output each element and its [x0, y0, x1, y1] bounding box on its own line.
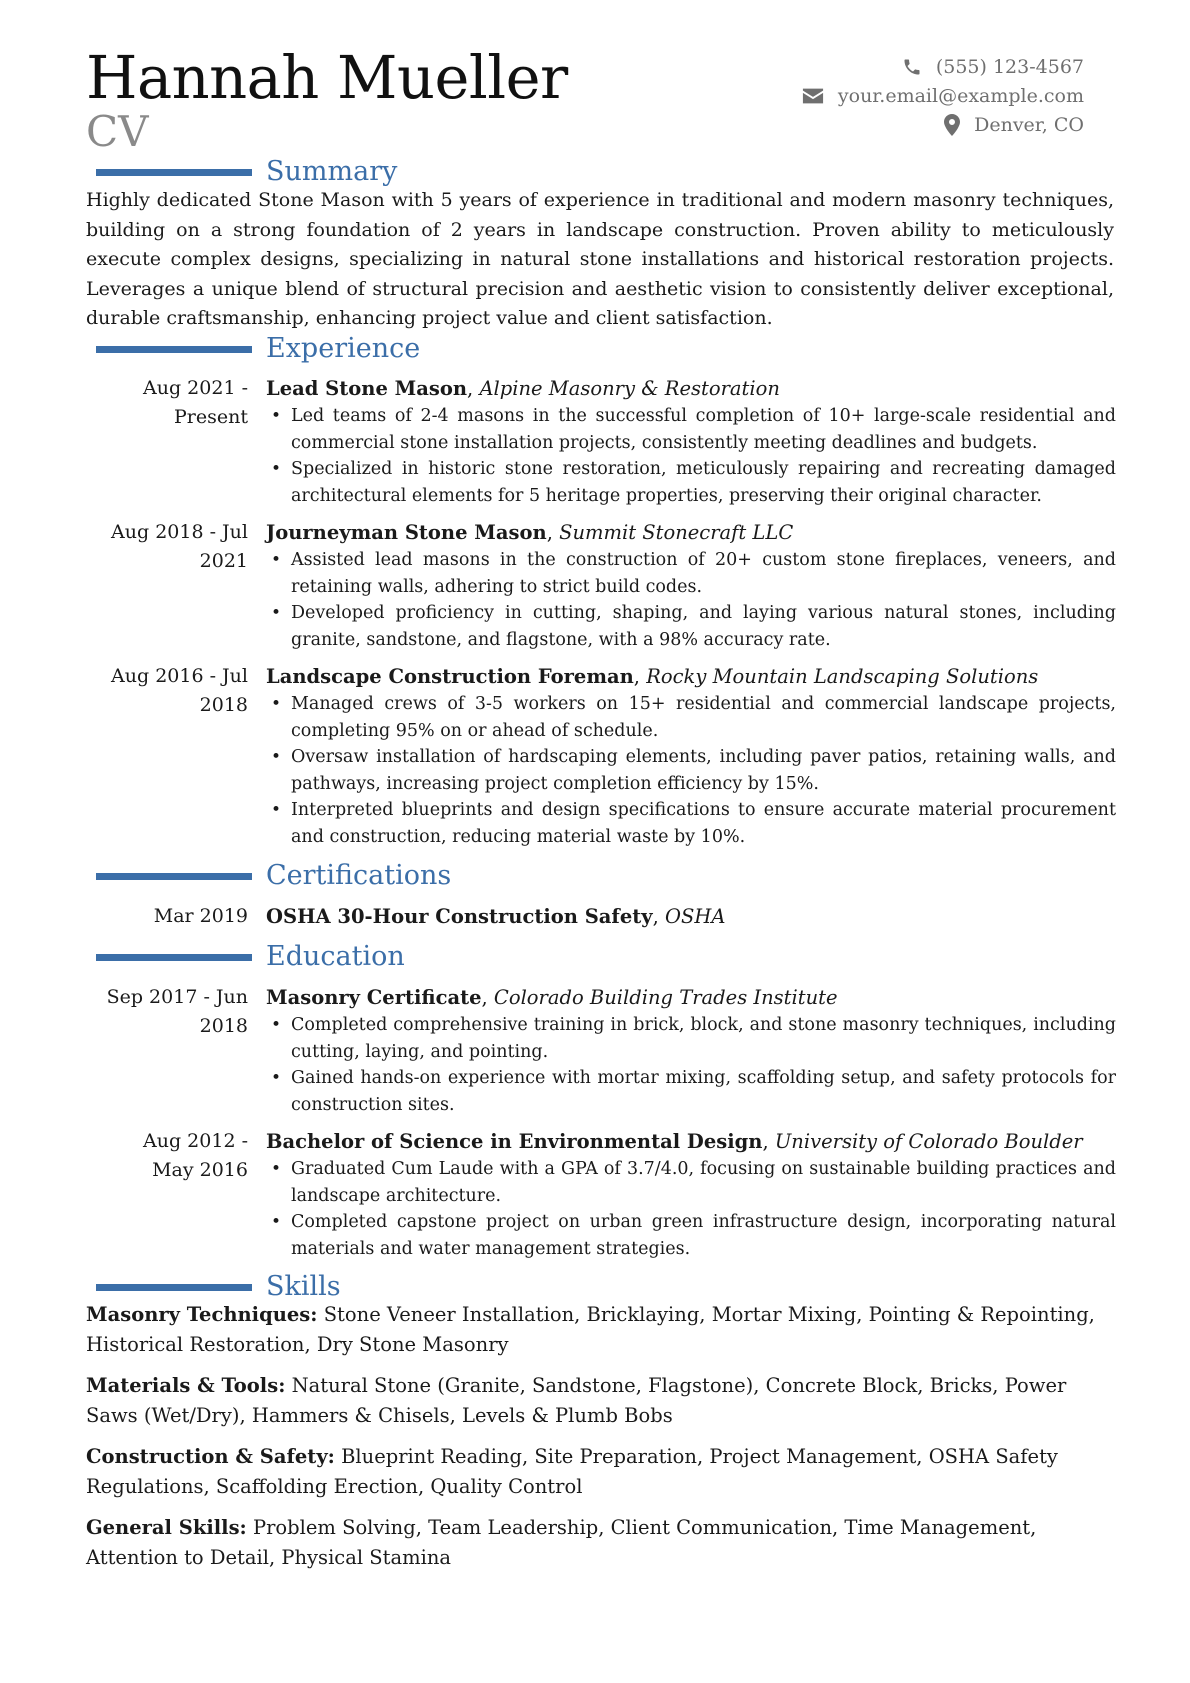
date-line: Sep 2017 - Jun	[106, 986, 248, 1008]
degree-title: Bachelor of Science in Environmental Design	[266, 1130, 763, 1153]
bullet-list	[266, 547, 1116, 653]
entry-date	[86, 983, 248, 1041]
bullet-item: • Completed capstone project on urban green infrastructure design, incorporating natural materials and water management strategies.	[266, 1209, 1116, 1262]
map-pin-icon	[944, 114, 960, 136]
bullet-item: • Developed proficiency in cutting, shaping, and laying various natural stones, including granite, sandstone, and flagstone, with a 98% accuracy rate.	[266, 600, 1116, 653]
entry-body	[266, 518, 1116, 653]
entry-body	[266, 662, 1116, 850]
skill-group	[86, 1371, 1116, 1430]
section-accent-bar	[96, 346, 252, 353]
entry-heading: OSHA 30-Hour Construction Safety, OSHA	[266, 905, 726, 928]
bullet-item: • Gained hands-on experience with mortar mixing, scaffolding setup, and safety protocols for construction sites.	[266, 1065, 1116, 1118]
bullet-item: • Completed comprehensive training in brick, block, and stone masonry techniques, including cutting, laying, and pointing.	[266, 1012, 1116, 1065]
envelope-icon	[802, 87, 824, 105]
bullet-item: • Assisted lead masons in the construction of 20+ custom stone fireplaces, veneers, and retaining walls, adhering to strict build codes.	[266, 547, 1116, 600]
bullet-item: • Specialized in historic stone restoration, meticulously repairing and recreating damaged architectural elements for 5 heritage properties, preserving their original character.	[266, 456, 1116, 509]
bullet-item: • Led teams of 2-4 masons in the successful completion of 10+ large-scale residential and commercial stone installation projects, consistently meeting deadlines and budgets.	[266, 403, 1116, 456]
section-accent-bar	[96, 1284, 252, 1291]
degree-title: Masonry Certificate	[266, 986, 482, 1009]
job-title: Journeyman Stone Mason	[266, 521, 547, 544]
date-line: Aug 2018 - Jul	[111, 521, 248, 543]
skill-group	[86, 1442, 1116, 1501]
location-text: Denver, CO	[974, 113, 1084, 136]
summary-text: Highly dedicated Stone Mason with 5 years of experience in traditional and modern masonry techniques, building on a strong foundation of 2 years in landscape construction. Proven ability to meticulously execute complex designs, specializing in natural stone installations and historical restoration projects. Leverages a unique blend of structural precision and aesthetic vision to consistently deliver exceptional, durable craftsmanship, enhancing project value and client satisfaction.	[86, 189, 1114, 330]
skill-label: Materials & Tools:	[86, 1374, 286, 1397]
skill-label: Construction & Safety:	[86, 1445, 335, 1468]
skill-label: General Skills:	[86, 1516, 247, 1539]
section-accent-bar	[96, 954, 252, 961]
date-line: 2021	[199, 550, 248, 572]
phone-text[interactable]: (555) 123-4567	[935, 55, 1084, 78]
date-line: Aug 2021 -	[143, 377, 248, 399]
skill-group	[86, 1300, 1116, 1359]
document-subtitle: CV	[86, 107, 149, 156]
job-title: Lead Stone Mason	[266, 377, 468, 400]
job-title: Landscape Construction Foreman	[266, 665, 634, 688]
contact-location	[802, 110, 1084, 139]
certification-title: OSHA 30-Hour Construction Safety	[266, 905, 653, 928]
bullet-list	[266, 403, 1116, 509]
bullet-item: • Interpreted blueprints and design specifications to ensure accurate material procurement and construction, reducing material waste by 10%.	[266, 797, 1116, 850]
entry-heading: Masonry Certificate, Colorado Building Trades Institute	[266, 986, 838, 1009]
date-line: Mar 2019	[153, 905, 248, 927]
bullet-list	[266, 1156, 1116, 1262]
contact-email	[802, 81, 1084, 110]
section-title: Education	[266, 941, 405, 972]
employer: Rocky Mountain Landscaping Solutions	[646, 665, 1039, 688]
section-title: Skills	[266, 1271, 341, 1302]
entry-date	[86, 902, 248, 931]
entry-body	[266, 374, 1116, 509]
bullet-list	[266, 1012, 1116, 1118]
entry-date	[86, 374, 248, 432]
skill-values: Problem Solving, Team Leadership, Client Communication, Time Management, Attention to Detail, Physical Stamina	[86, 1516, 1037, 1569]
institution: University of Colorado Boulder	[774, 1130, 1083, 1153]
section-summary	[96, 154, 1096, 190]
date-line: May 2016	[152, 1159, 248, 1181]
section-experience	[96, 331, 1096, 367]
date-line: 2018	[199, 694, 248, 716]
entry-date	[86, 662, 248, 720]
entry-heading: Lead Stone Mason, Alpine Masonry & Restoration	[266, 377, 780, 400]
date-line: Aug 2016 - Jul	[111, 665, 248, 687]
bullet-item: • Graduated Cum Laude with a GPA of 3.7/4.0, focusing on sustainable building practices and landscape architecture.	[266, 1156, 1116, 1209]
email-text[interactable]: your.email@example.com	[837, 84, 1084, 107]
section-certifications	[96, 858, 1096, 894]
employer: Summit Stonecraft LLC	[559, 521, 794, 544]
contact-block	[802, 52, 1084, 139]
entry-heading: Journeyman Stone Mason, Summit Stonecraft LLC	[266, 521, 794, 544]
skill-values: Stone Veneer Installation, Bricklaying, Mortar Mixing, Pointing & Repointing, Historical Restoration, Dry Stone Masonry	[86, 1303, 1095, 1356]
section-title: Certifications	[266, 860, 452, 891]
issuer: OSHA	[664, 905, 726, 928]
entry-body	[266, 1127, 1116, 1262]
entry-date	[86, 1127, 248, 1185]
bullet-list	[266, 691, 1116, 850]
entry-body	[266, 902, 1116, 931]
entry-heading: Bachelor of Science in Environmental Design, University of Colorado Boulder	[266, 1130, 1083, 1153]
skill-label: Masonry Techniques:	[86, 1303, 318, 1326]
section-title: Experience	[266, 333, 421, 364]
employer: Alpine Masonry & Restoration	[479, 377, 780, 400]
bullet-item: • Oversaw installation of hardscaping elements, including paver patios, retaining walls, and pathways, increasing project completion efficiency by 15%.	[266, 744, 1116, 797]
skill-values: Blueprint Reading, Site Preparation, Project Management, OSHA Safety Regulations, Scaffolding Erection, Quality Control	[86, 1445, 1058, 1498]
skill-group	[86, 1513, 1116, 1572]
entry-heading: Landscape Construction Foreman, Rocky Mountain Landscaping Solutions	[266, 665, 1039, 688]
skill-values: Natural Stone (Granite, Sandstone, Flagstone), Concrete Block, Bricks, Power Saws (Wet/Dry), Hammers & Chisels, Levels & Plumb Bobs	[86, 1374, 1067, 1427]
institution: Colorado Building Trades Institute	[493, 986, 838, 1009]
section-accent-bar	[96, 873, 252, 880]
entry-body	[266, 983, 1116, 1118]
date-line: Present	[174, 406, 248, 428]
date-line: Aug 2012 -	[143, 1130, 248, 1152]
entry-date	[86, 518, 248, 576]
phone-icon	[902, 57, 922, 77]
section-title: Summary	[266, 156, 398, 187]
candidate-name: Hannah Mueller	[86, 43, 568, 112]
bullet-item: • Managed crews of 3-5 workers on 15+ residential and commercial landscape projects, completing 95% on or ahead of schedule.	[266, 691, 1116, 744]
contact-phone	[802, 52, 1084, 81]
date-line: 2018	[199, 1015, 248, 1037]
section-education	[96, 939, 1096, 975]
section-accent-bar	[96, 169, 252, 176]
